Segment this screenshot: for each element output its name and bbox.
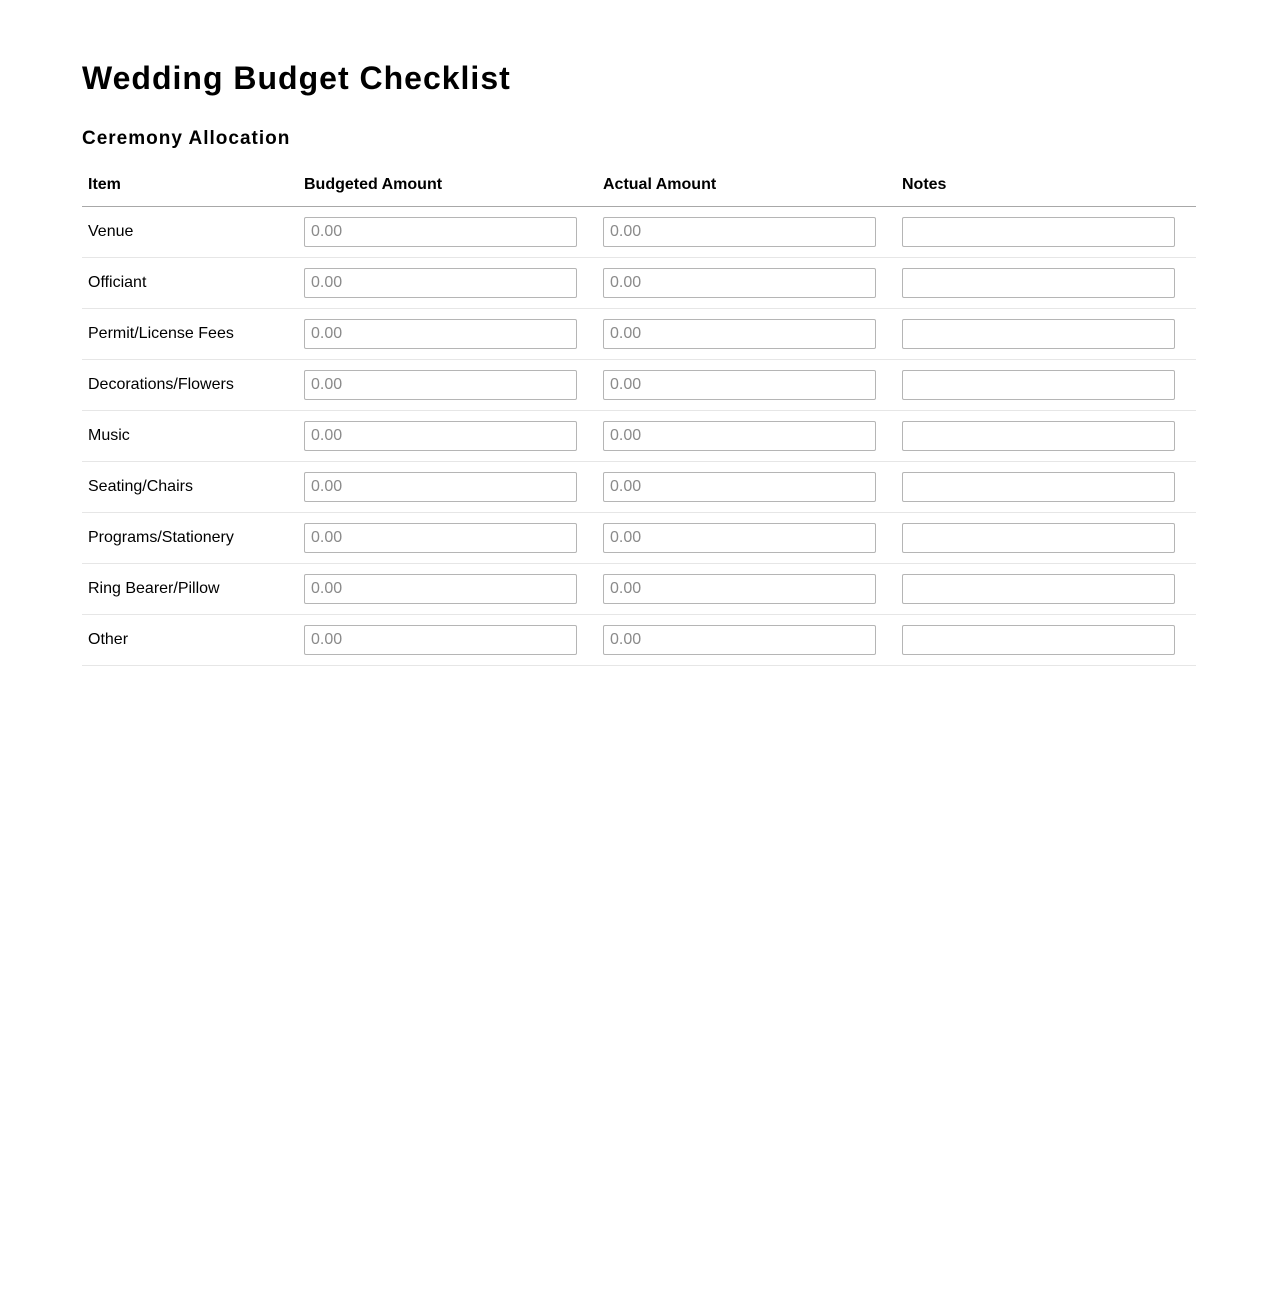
budgeted-amount-input[interactable] [304,574,577,604]
table-row [82,207,1196,258]
actual-cell [597,411,896,462]
item-label: Permit/License Fees [82,309,298,360]
notes-input[interactable] [902,472,1175,502]
notes-cell [896,615,1196,666]
actual-amount-input[interactable] [603,625,876,655]
actual-amount-input[interactable] [603,421,876,451]
notes-input[interactable] [902,319,1175,349]
budgeted-cell [298,207,597,258]
table-row [82,258,1196,309]
table-row [82,513,1196,564]
budgeted-amount-input[interactable] [304,319,577,349]
item-label: Seating/Chairs [82,462,298,513]
item-label: Ring Bearer/Pillow [82,564,298,615]
actual-amount-input[interactable] [603,268,876,298]
notes-cell [896,564,1196,615]
header-budgeted-amount: Budgeted Amount [298,174,597,207]
actual-cell [597,615,896,666]
notes-input[interactable] [902,523,1175,553]
notes-input[interactable] [902,217,1175,247]
budgeted-cell [298,564,597,615]
actual-cell [597,309,896,360]
item-label: Music [82,411,298,462]
header-row [82,174,1196,207]
item-label: Programs/Stationery [82,513,298,564]
budgeted-cell [298,411,597,462]
notes-input[interactable] [902,421,1175,451]
budgeted-amount-input[interactable] [304,625,577,655]
page-title: Wedding Budget Checklist [82,60,511,96]
actual-amount-input[interactable] [603,574,876,604]
table-row [82,360,1196,411]
actual-amount-input[interactable] [603,319,876,349]
budgeted-amount-input[interactable] [304,472,577,502]
notes-input[interactable] [902,370,1175,400]
actual-cell [597,513,896,564]
item-label: Decorations/Flowers [82,360,298,411]
table-row [82,564,1196,615]
actual-cell [597,258,896,309]
budgeted-cell [298,258,597,309]
notes-input[interactable] [902,625,1175,655]
budgeted-amount-input[interactable] [304,421,577,451]
table-row [82,309,1196,360]
notes-cell [896,258,1196,309]
budgeted-cell [298,360,597,411]
notes-input[interactable] [902,574,1175,604]
budgeted-cell [298,309,597,360]
budgeted-cell [298,462,597,513]
actual-amount-input[interactable] [603,523,876,553]
budgeted-cell [298,513,597,564]
actual-amount-input[interactable] [603,370,876,400]
table-body [82,207,1196,666]
table-header [82,174,1196,207]
item-label: Venue [82,207,298,258]
notes-cell [896,360,1196,411]
actual-cell [597,207,896,258]
section-title: Ceremony Allocation [82,128,291,149]
notes-input[interactable] [902,268,1175,298]
item-label: Other [82,615,298,666]
actual-amount-input[interactable] [603,472,876,502]
actual-amount-input[interactable] [603,217,876,247]
table-row [82,615,1196,666]
budget-table [82,174,1196,666]
budgeted-amount-input[interactable] [304,523,577,553]
table-row [82,462,1196,513]
notes-cell [896,462,1196,513]
header-actual-amount: Actual Amount [597,174,896,207]
budgeted-amount-input[interactable] [304,217,577,247]
actual-cell [597,360,896,411]
header-item: Item [82,174,298,207]
actual-cell [597,564,896,615]
notes-cell [896,207,1196,258]
table-row [82,411,1196,462]
budgeted-amount-input[interactable] [304,370,577,400]
notes-cell [896,309,1196,360]
notes-cell [896,513,1196,564]
item-label: Officiant [82,258,298,309]
budgeted-cell [298,615,597,666]
notes-cell [896,411,1196,462]
budgeted-amount-input[interactable] [304,268,577,298]
actual-cell [597,462,896,513]
header-notes: Notes [896,174,1196,207]
